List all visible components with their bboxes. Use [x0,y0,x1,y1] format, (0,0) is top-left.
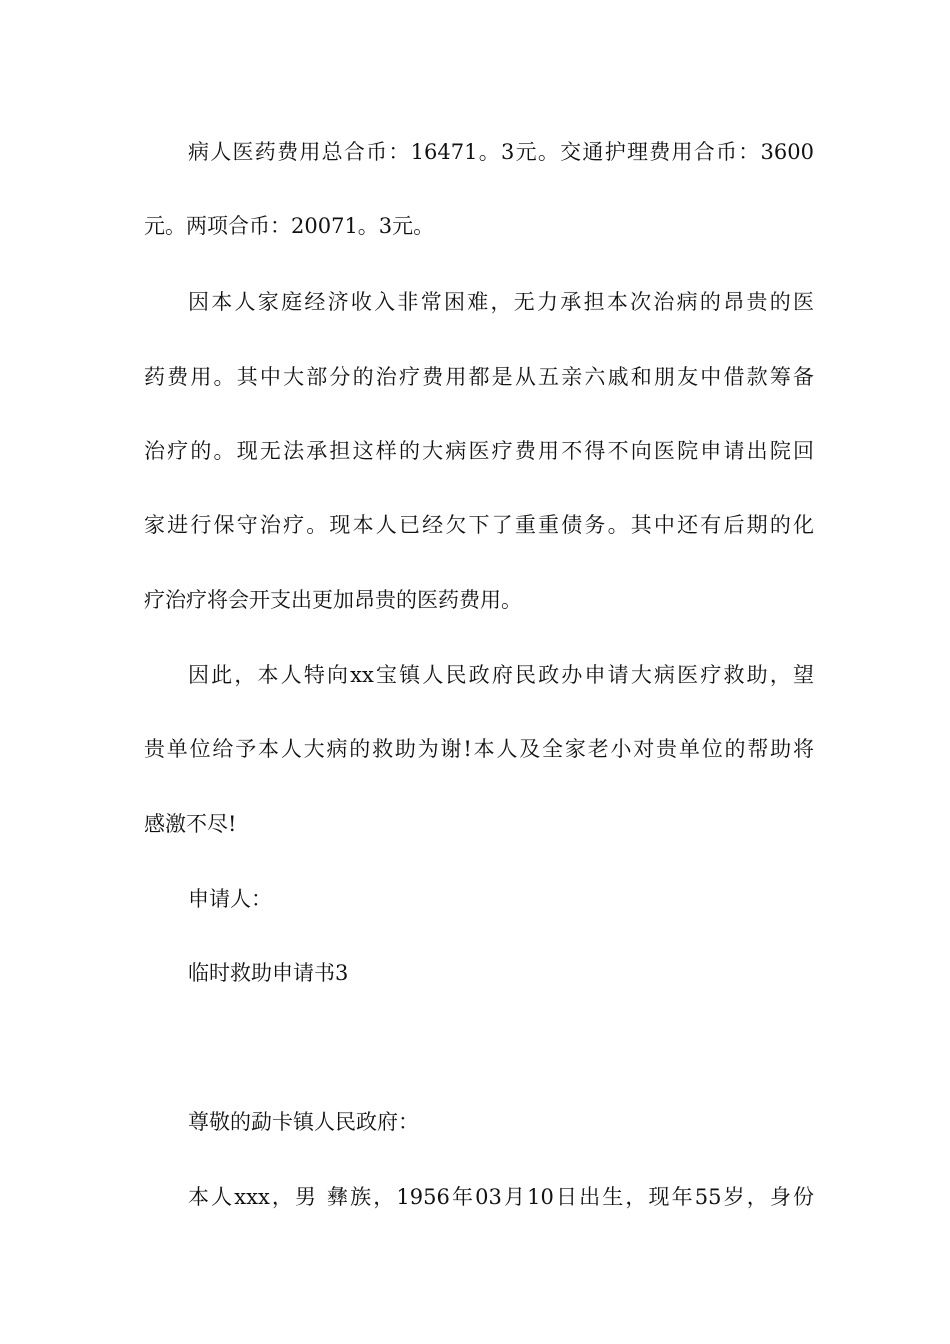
paragraph-line: 因本人家庭经济收入非常困难，无力承担本次治病的昂贵的医 [188,290,814,314]
paragraph-line: 贵单位给予本人大病的救助为谢!本人及全家老小对贵单位的帮助将 [144,737,814,761]
paragraph-line: 元。两项合币：20071。3元。 [144,214,435,238]
paragraph-line: 本人xxx，男 彝族，1956年03月10日出生，现年55岁，身份 [188,1185,814,1209]
paragraph-line: 感激不尽! [144,812,237,836]
paragraph-line: 治疗的。现无法承担这样的大病医疗费用不得不向医院申请出院回 [144,439,814,463]
paragraph-line: 家进行保守治疗。现本人已经欠下了重重债务。其中还有后期的化 [144,513,814,537]
paragraph-line: 因此，本人特向xx宝镇人民政府民政办申请大病医疗救助，望 [188,663,814,687]
paragraph-line: 病人医药费用总合币：16471。3元。交通护理费用合币：3600 [188,140,814,164]
applicant-label: 申请人： [188,887,272,911]
paragraph-line: 疗治疗将会开支出更加昂贵的医药费用。 [144,588,522,612]
section-heading: 临时救助申请书3 [188,961,349,985]
salutation: 尊敬的勐卡镇人民政府： [188,1110,419,1134]
paragraph-line: 药费用。其中大部分的治疗费用都是从五亲六戚和朋友中借款筹备 [144,365,814,389]
